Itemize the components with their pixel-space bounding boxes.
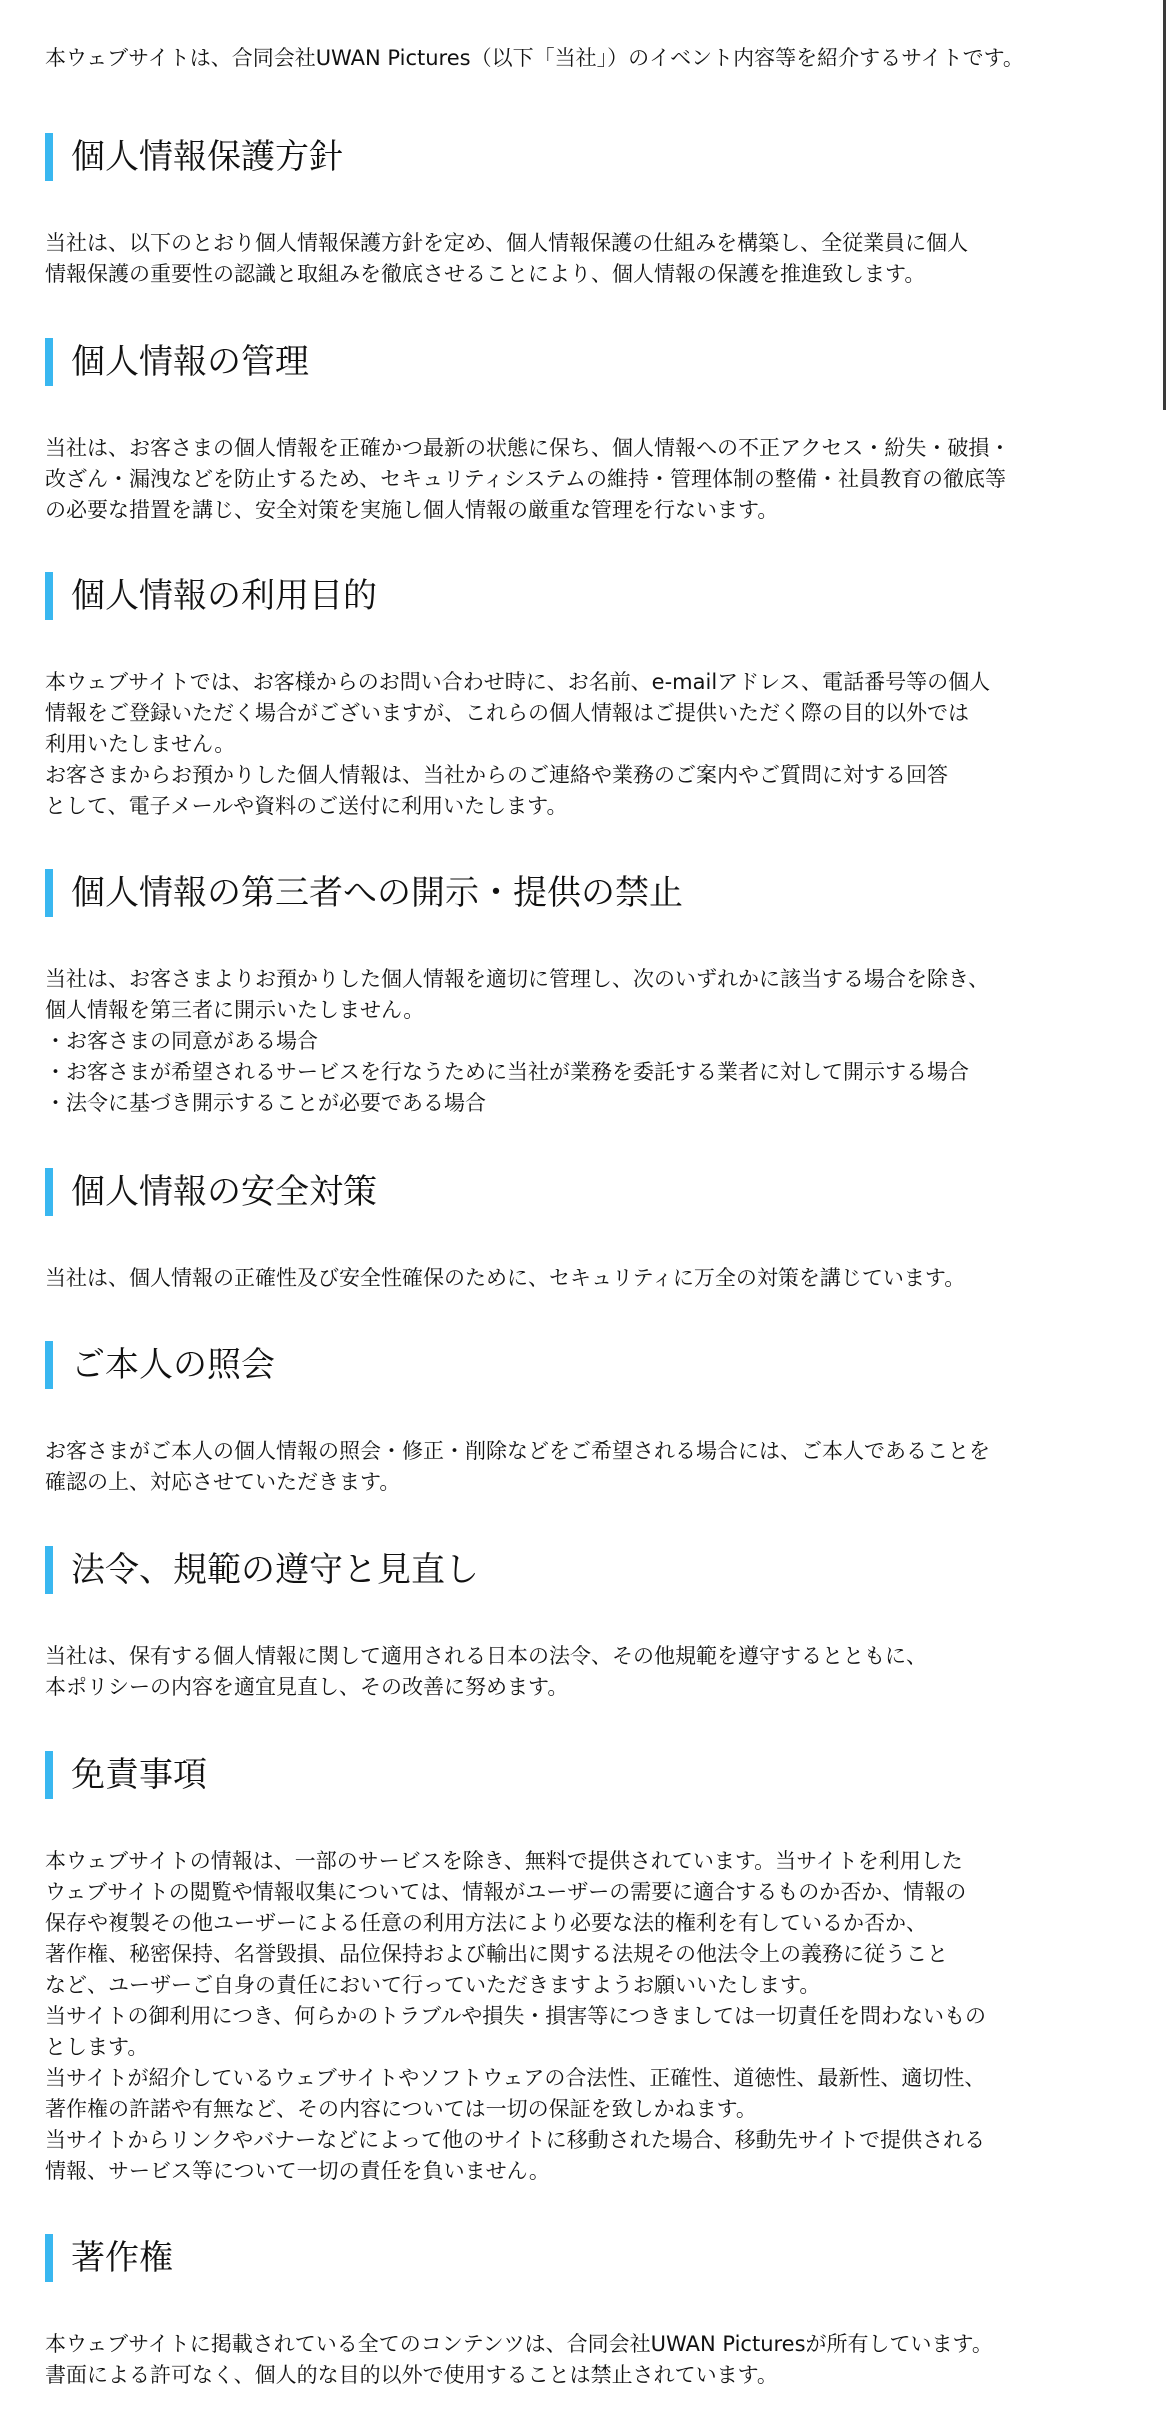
section-body <box>45 1263 1125 1294</box>
heading-accent-bar <box>45 869 53 917</box>
body-line: 情報、サービス等について一切の責任を負いません。 <box>45 2159 550 2183</box>
body-line: 書面による許可なく、個人的な目的以外で使用することは禁止されています。 <box>45 2363 778 2387</box>
heading-accent-bar <box>45 1168 53 1216</box>
section-body <box>45 2329 1125 2391</box>
intro-text: 本ウェブサイトは、合同会社UWAN Pictures（以下「当社」）のイベント内容等を紹介するサイトです。 <box>45 46 1024 70</box>
body-line: 利用いたしません。 <box>45 732 236 756</box>
section-title: 個人情報の第三者への開示・提供の禁止 <box>71 873 683 913</box>
section-information-management <box>45 337 1125 526</box>
section-title: 免責事項 <box>71 1755 207 1795</box>
section-heading <box>45 1545 1125 1595</box>
body-line: 当社は、お客さまの個人情報を正確かつ最新の状態に保ち、個人情報への不正アクセス・紛失・破損・ <box>45 436 1011 460</box>
section-legal-compliance <box>45 1545 1125 1703</box>
section-usage-purpose <box>45 571 1125 822</box>
heading-accent-bar <box>45 133 53 181</box>
body-line: ・お客さまが希望されるサービスを行なうために当社が業務を委託する業者に対して開示する場合 <box>45 1060 969 1084</box>
body-line: 保存や複製その他ユーザーによる任意の利用方法により必要な法的権利を有しているか否か、 <box>45 1911 927 1935</box>
body-line: 当社は、お客さまよりお預かりした個人情報を適切に管理し、次のいずれかに該当する場合を除き、 <box>45 967 990 991</box>
section-privacy-policy <box>45 132 1125 290</box>
section-title: 著作権 <box>71 2238 173 2278</box>
body-line: お客さまからお預かりした個人情報は、当社からのご連絡や業務のご案内やご質問に対する回答 <box>45 763 948 787</box>
section-disclaimer <box>45 1750 1125 2187</box>
body-line: 本ウェブサイトでは、お客様からのお問い合わせ時に、お名前、e-mailアドレス、電話番号等の個人 <box>45 670 991 694</box>
section-heading <box>45 337 1125 387</box>
heading-accent-bar <box>45 1546 53 1594</box>
section-copyright <box>45 2233 1125 2391</box>
heading-accent-bar <box>45 2234 53 2282</box>
body-line: 当サイトが紹介しているウェブサイトやソフトウェアの合法性、正確性、道徳性、最新性、適切性、 <box>45 2066 986 2090</box>
body-line: 情報保護の重要性の認識と取組みを徹底させることにより、個人情報の保護を推進致します。 <box>45 262 926 286</box>
section-heading <box>45 868 1125 918</box>
section-security-measures <box>45 1167 1125 1294</box>
scrollbar-indicator[interactable] <box>1163 0 1166 410</box>
body-line: 情報をご登録いただく場合がございますが、これらの個人情報はご提供いただく際の目的以外では <box>45 701 969 725</box>
body-line: ・法令に基づき開示することが必要である場合 <box>45 1091 486 1115</box>
body-line: 当サイトからリンクやバナーなどによって他のサイトに移動された場合、移動先サイトで提供される <box>45 2128 986 2152</box>
section-title: 法令、規範の遵守と見直し <box>71 1550 479 1590</box>
body-line: 著作権の許諾や有無など、その内容については一切の保証を致しかねます。 <box>45 2097 757 2121</box>
heading-accent-bar <box>45 572 53 620</box>
body-line: 当社は、以下のとおり個人情報保護方針を定め、個人情報保護の仕組みを構築し、全従業員に個人 <box>45 231 969 255</box>
section-body <box>45 1641 1125 1703</box>
section-body <box>45 964 1125 1119</box>
body-line: 当社は、保有する個人情報に関して適用される日本の法令、その他規範を遵守するとともに、 <box>45 1644 927 1668</box>
body-line: 本ポリシーの内容を適宜見直し、その改善に努めます。 <box>45 1675 569 1699</box>
section-body <box>45 433 1125 526</box>
body-line: とします。 <box>45 2035 149 2059</box>
section-body <box>45 1846 1125 2187</box>
section-body <box>45 1436 1125 1498</box>
body-line: など、ユーザーご自身の責任において行っていただきますようお願いいたします。 <box>45 1973 821 1997</box>
body-line: として、電子メールや資料のご送付に利用いたします。 <box>45 794 568 818</box>
section-heading <box>45 571 1125 621</box>
section-heading <box>45 2233 1125 2283</box>
body-line: 本ウェブサイトの情報は、一部のサービスを除き、無料で提供されています。当サイトを利用した <box>45 1849 963 1873</box>
section-heading <box>45 1167 1125 1217</box>
body-line: 個人情報を第三者に開示いたしません。 <box>45 998 425 1022</box>
body-line: 本ウェブサイトに掲載されている全てのコンテンツは、合同会社UWAN Picturesが所有しています。 <box>45 2332 993 2356</box>
body-line: 当サイトの御利用につき、何らかのトラブルや損失・損害等につきましては一切責任を問わないもの <box>45 2004 987 2028</box>
body-line: 確認の上、対応させていただきます。 <box>45 1470 401 1494</box>
section-body <box>45 228 1125 290</box>
section-title: 個人情報の管理 <box>71 342 309 382</box>
body-line: 著作権、秘密保持、名誉毀損、品位保持および輸出に関する法規その他法令上の義務に従うこと <box>45 1942 948 1966</box>
section-title: ご本人の照会 <box>71 1345 275 1385</box>
body-line: お客さまがご本人の個人情報の照会・修正・削除などをご希望される場合には、ご本人であることを <box>45 1439 990 1463</box>
heading-accent-bar <box>45 1341 53 1389</box>
section-heading <box>45 1750 1125 1800</box>
body-line: 当社は、個人情報の正確性及び安全性確保のために、セキュリティに万全の対策を講じています。 <box>45 1266 966 1290</box>
heading-accent-bar <box>45 1751 53 1799</box>
heading-accent-bar <box>45 338 53 386</box>
section-title: 個人情報保護方針 <box>71 137 343 177</box>
section-heading <box>45 1340 1125 1390</box>
body-line: 改ざん・漏洩などを防止するため、セキュリティシステムの維持・管理体制の整備・社員教育の徹底等 <box>45 467 1006 491</box>
body-line: ウェブサイトの閲覧や情報収集については、情報がユーザーの需要に適合するものか否か、情報の <box>45 1880 967 1904</box>
body-line: の必要な措置を講じ、安全対策を実施し個人情報の厳重な管理を行ないます。 <box>45 498 779 522</box>
body-line: ・お客さまの同意がある場合 <box>45 1029 318 1053</box>
section-body <box>45 667 1125 822</box>
section-title: 個人情報の利用目的 <box>71 576 377 616</box>
section-title: 個人情報の安全対策 <box>71 1172 377 1212</box>
section-heading <box>45 132 1125 182</box>
section-personal-inquiry <box>45 1340 1125 1498</box>
section-third-party-disclosure <box>45 868 1125 1119</box>
